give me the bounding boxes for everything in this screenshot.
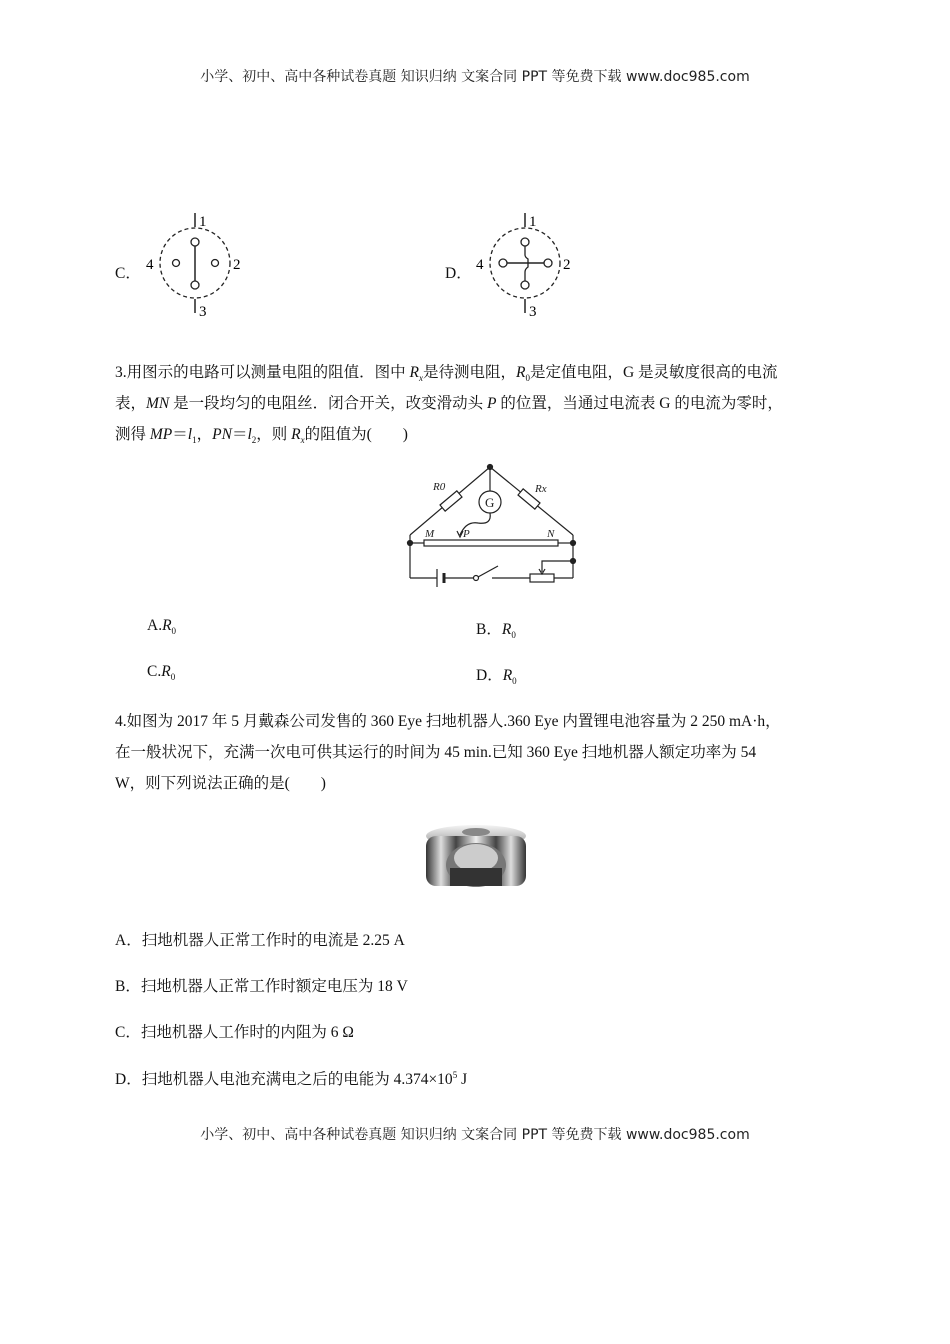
text-segment: 2 [251, 435, 257, 446]
text-segment: A. [147, 617, 163, 634]
text-segment: 表， [115, 395, 147, 412]
q3-circuit-diagram [400, 455, 590, 595]
q4-option-d[interactable] [115, 1067, 467, 1089]
terminal-4: 4 [476, 257, 484, 273]
text-segment: 是定值电阻，G 是灵敏度很高的电流 [529, 364, 778, 381]
n-label: N [547, 528, 555, 540]
r0-label: R0 [433, 481, 446, 493]
q4-option-a[interactable] [115, 928, 405, 950]
text-segment: C. [147, 663, 162, 680]
text-segment: R [516, 364, 526, 381]
text-segment: 测得 [115, 426, 150, 443]
text-segment: 是待测电阻， [422, 364, 516, 381]
terminal-4: 4 [146, 257, 154, 273]
q3-line-3 [115, 422, 408, 445]
text-segment: ， [196, 426, 213, 443]
text-segment: 3.用图示的电路可以测量电阻的阻值．图中 [115, 364, 410, 381]
rx-label: Rx [535, 483, 547, 495]
text-segment: MN [146, 395, 170, 412]
text-segment: R [501, 621, 512, 638]
text-segment: 0 [525, 373, 530, 384]
q4-line-3 [115, 771, 326, 793]
text-segment: 0 [171, 626, 177, 637]
terminal-2: 2 [233, 257, 241, 273]
q3-option-c[interactable] [147, 663, 175, 682]
text-segment: l [247, 426, 252, 443]
text-segment: J [457, 1071, 468, 1088]
text-segment: W，则下列说法正确的是( ) [115, 775, 326, 792]
text-segment: B．扫地机器人正常工作时额定电压为 18 V [115, 978, 408, 995]
text-segment: R [409, 364, 419, 381]
q2-option-c-diagram [140, 205, 250, 320]
terminal-1: 1 [199, 214, 207, 230]
q4-option-b[interactable] [115, 974, 408, 996]
text-segment: ＝ [172, 426, 188, 443]
text-segment: C．扫地机器人工作时的内阻为 6 Ω [115, 1024, 354, 1041]
text-segment: B． [476, 621, 502, 638]
text-segment: l [187, 426, 193, 443]
text-segment: D．扫地机器人电池充满电之后的电能为 4.374×10 [115, 1071, 453, 1088]
text-segment: 4.如图为 2017 年 5 月戴森公司发售的 360 Eye 扫地机器人.360 Eye 内置锂电池容量为 2 250 mA·h， [115, 713, 781, 730]
terminal-1: 1 [529, 214, 537, 230]
robot-vacuum-image [420, 820, 532, 894]
text-segment: x [300, 435, 305, 446]
q2-option-d-diagram [470, 205, 580, 320]
text-segment: 0 [170, 672, 176, 683]
q4-line-1 [115, 709, 781, 731]
text-segment: ，则 [256, 426, 292, 443]
page-footer: 小学、初中、高中各种试卷真题 知识归纳 文案合同 PPT 等免费下载 www.doc985.com [200, 1127, 750, 1143]
terminal-3: 3 [529, 304, 537, 320]
q3-option-d[interactable] [476, 663, 517, 686]
galvanometer-label: G [485, 495, 495, 510]
text-segment: R [161, 663, 171, 680]
text-segment: D． [476, 667, 503, 684]
q3-line-1 [115, 360, 778, 383]
m-label: M [425, 528, 435, 540]
q2-option-d-label: D． [445, 265, 472, 282]
text-segment: A．扫地机器人正常工作时的电流是 2.25 A [115, 932, 405, 949]
text-segment: 是一段均匀的电阻丝．闭合开关，改变滑动头 [169, 395, 488, 412]
text-segment: ＝ [231, 426, 248, 443]
text-segment: R [291, 426, 301, 443]
text-segment: 0 [512, 676, 517, 687]
text-segment: 5 [452, 1069, 458, 1080]
text-segment: 在一般状况下，充满一次电可供其运行的时间为 45 min.已知 360 Eye 扫地机器人额定功率为 54 [115, 744, 757, 761]
terminal-2: 2 [563, 257, 571, 273]
text-segment: R [502, 667, 513, 684]
q3-option-b[interactable] [476, 617, 516, 640]
text-segment: MP [149, 426, 173, 443]
q3-line-2 [115, 391, 783, 413]
text-segment: P [487, 395, 497, 412]
q3-option-a[interactable] [147, 617, 176, 636]
q2-option-c-label: C． [115, 265, 141, 282]
text-segment: R [162, 617, 172, 634]
terminal-3: 3 [199, 304, 207, 320]
text-segment: 的位置，当通过电流表 G 的电流为零时， [496, 395, 783, 412]
text-segment: 1 [192, 435, 197, 446]
text-segment: 的阻值为( ) [304, 426, 408, 443]
page-header: 小学、初中、高中各种试卷真题 知识归纳 文案合同 PPT 等免费下载 www.doc985.com [200, 69, 750, 85]
text-segment: PN [212, 426, 232, 443]
p-label: P [463, 528, 470, 540]
q4-option-c[interactable] [115, 1020, 354, 1042]
text-segment: x [418, 373, 423, 384]
q4-line-2 [115, 740, 756, 762]
text-segment: 0 [511, 630, 516, 641]
